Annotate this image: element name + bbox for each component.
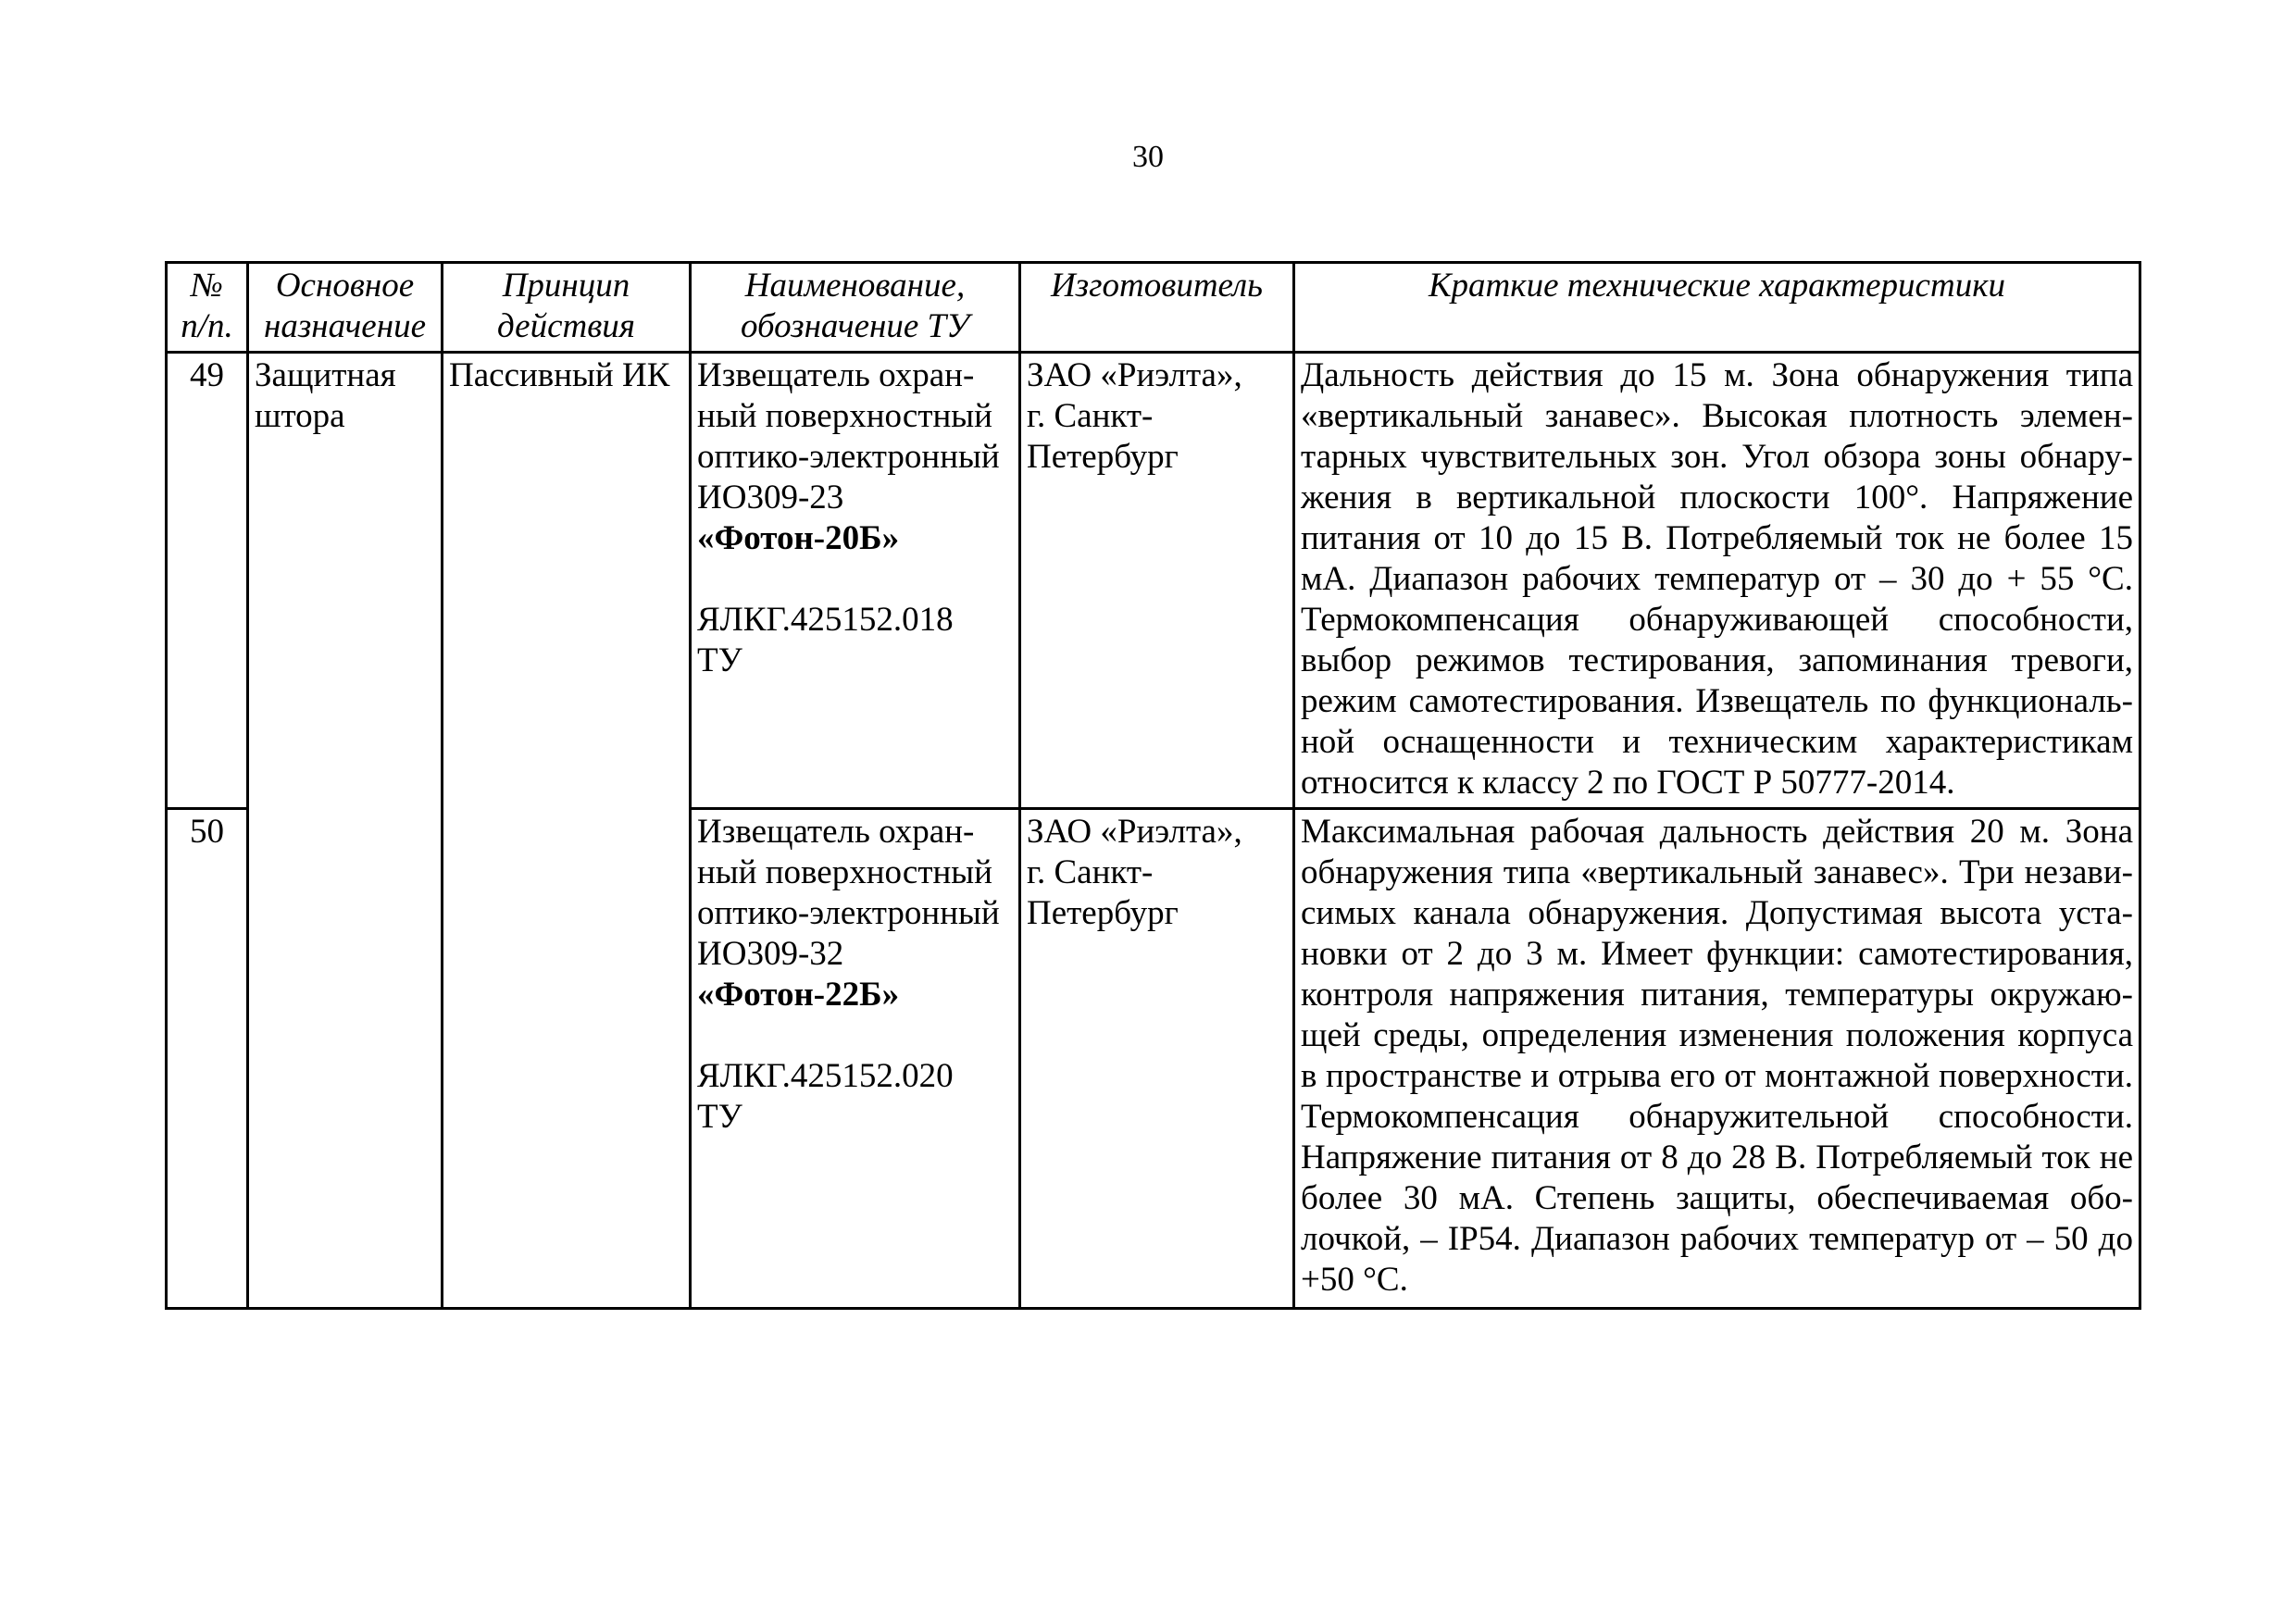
specs-cell: Максимальная рабочая дальность действия 20 м. Зона обнаружения типа «вертикальный занавес». Три независимых канала обнаружения. Допустимая высота установки от 2 до 3 м. Имеет функции: самотестирования, контроля напряжения питания, температуры окружающей среды, определения изменения положения корпуса в пространстве и отрыва его от монтажной поверхности. Термокомпенсация обнаружительной способности. Напряжение питания от 8 до 28 В. Потребляемый ток не более 30 мА. Степень защиты, обеспечиваемая оболочкой, – IP54. Диапазон рабочих температур от – 50 до +50 °С. — [1294, 809, 2140, 1309]
header-purpose: Основное назначение — [248, 263, 443, 353]
header-maker: Изготовитель — [1020, 263, 1294, 353]
device-tu: ЯЛКГ.425152.020 — [697, 1057, 954, 1095]
table-row — [167, 353, 2140, 809]
principle-cell: Пассивный ИК — [443, 353, 691, 1309]
device-name-cell: Извещатель охран- ный поверхностный оптико-электронный ИО309-23 «Фотон-20Б» ЯЛКГ.425152.018 ТУ — [691, 353, 1020, 809]
row-number: 50 — [167, 809, 248, 1309]
spec-table — [165, 261, 2141, 1310]
maker-cell: ЗАО «Риэлта», г. Санкт- Петербург — [1020, 353, 1294, 809]
header-specs: Краткие технические характеристики — [1294, 263, 2140, 353]
device-name-cell: Извещатель охран- ный поверхностный оптико-электронный ИО309-32 «Фотон-22Б» ЯЛКГ.425152.020 ТУ — [691, 809, 1020, 1309]
header-name: Наименование, обозначение ТУ — [691, 263, 1020, 353]
maker-cell: ЗАО «Риэлта», г. Санкт- Петербург — [1020, 809, 1294, 1309]
page-number: 30 — [1132, 140, 1164, 174]
device-model: «Фотон-22Б» — [697, 976, 900, 1014]
table-header-row — [167, 263, 2140, 353]
specs-cell: Дальность действия до 15 м. Зона обнаружения типа «вертикальный занавес». Высокая плотность элементарных чувствительных зон. Угол обзора зоны обнаружения в вертикальной плоскости 100°. Напряжение питания от 10 до 15 В. Потребляемый ток не более 15 мА. Диапазон рабочих температур от – 30 до + 55 °С. Термокомпенсация обнаруживающей способности, выбор режимов тестирования, запоминания тревоги, режим самотестирования. Извещатель по функциональной оснащенности и техническим характеристикам относится к классу 2 по ГОСТ Р 50777-2014. — [1294, 353, 2140, 809]
header-num: № п/п. — [167, 263, 248, 353]
device-model: «Фотон-20Б» — [697, 519, 900, 557]
purpose-cell: Защитная штора — [248, 353, 443, 1309]
device-tu: ЯЛКГ.425152.018 — [697, 601, 954, 639]
header-principle: Принцип действия — [443, 263, 691, 353]
row-number: 49 — [167, 353, 248, 809]
